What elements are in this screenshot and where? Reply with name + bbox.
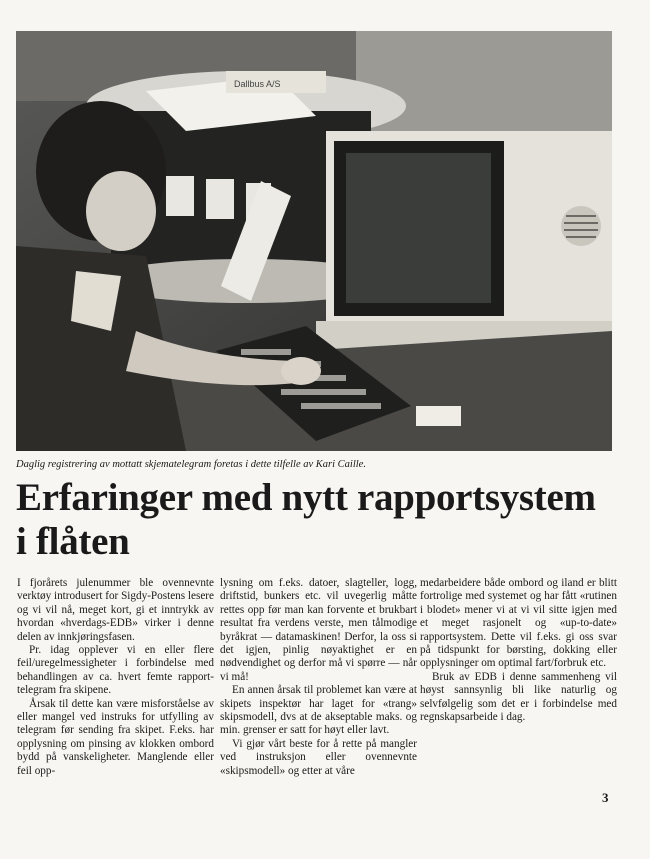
paragraph: medarbeidere både ombord og iland er blitt fortrolige med systemet og har fått «rutinen i blodet» mener vi at vi vil sitte igjen med et meget rasjonelt og «up-to-date» rapportsystem. Dette vil f.eks. gi oss svar på tidspunkt for børsting, dokking eller opplysninger om optimal fart/forbruk etc. xyxy=(420,577,617,670)
paragraph: Pr. idag opplever vi en eller flere feil/uregelmessigheter i forbindelse med behandlingen av ca. hvert femte rapport-telegram fra skipene. xyxy=(17,644,214,697)
photo-caption: Daglig registrering av mottatt skjematelegram foretas i dette tilfelle av Kari Caille. xyxy=(16,459,366,470)
paragraph: Årsak til dette kan være misforståelse av eller mangel ved instruks for utfylling av telegram før sending fra skipet. F.eks. har opplysning om pinsing av klokken ombord bydd på vanskeligheter. Manglende eller feil opp- xyxy=(17,697,214,777)
page-number: 3 xyxy=(602,790,609,805)
paragraph: I fjorårets julenummer ble ovennevnte verktøy introdusert for Sigdy-Postens lesere og vi vil nå, meget kort, gi et inntrykk av hvordan «hverdags-EDB» virker i denne delen av innkjøringsfasen. xyxy=(17,577,214,643)
headline-line-1: Erfaringer med nytt rapportsystem xyxy=(16,476,596,519)
box-label: Dallbus A/S xyxy=(234,79,281,89)
text-column-3 xyxy=(420,577,617,724)
paragraph: Bruk av EDB i denne sammenheng vil høyst sannsynlig bli like naturlig og selvfølgelig som det er i forbindelse med regnskapsarbeide i dag. xyxy=(420,670,617,724)
text-column-2 xyxy=(220,577,417,778)
paragraph: Vi gjør vårt beste for å rette på mangler ved instruksjon eller ovennevnte «skipsmodell» og etter at våre xyxy=(220,737,417,777)
article-headline xyxy=(16,476,626,564)
headline-line-2: i flåten xyxy=(16,520,130,563)
paragraph: En annen årsak til problemet kan være at skipets inspektør har laget for «trang» skipsmodell, dvs at de akseptable maks. og min. grenser er satt for høyt eller lavt. xyxy=(220,684,417,737)
photo-icon xyxy=(16,31,612,451)
paragraph: lysning om f.eks. datoer, slagteller, logg, driftstid, bunkers etc. vil uvegerlig måtte rettes opp før man kan forvente et brukbart resultat fra verdens verste, men tålmodige byråkrat — datamaskinen! Derfor, la oss si det igjen, pinlig nøyaktighet er en nødvendighet og derfor må vi spørre — når vi må! xyxy=(220,577,417,683)
article-photo xyxy=(16,31,612,451)
text-column-1 xyxy=(17,577,214,778)
